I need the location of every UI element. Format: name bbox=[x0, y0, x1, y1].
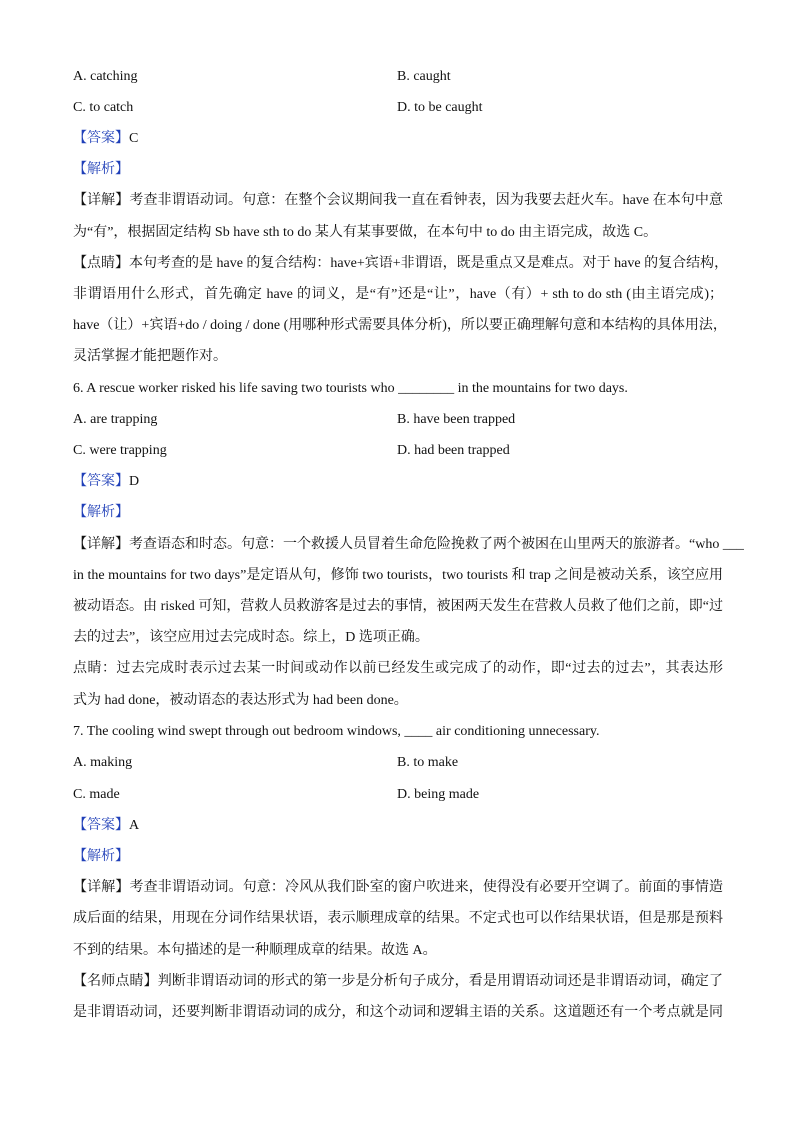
q5-option-c: C. to catch bbox=[73, 100, 134, 115]
q6-answer-label: 【答案】 bbox=[73, 474, 129, 489]
q5-tip-line-1: 【点睛】本句考查的是 have 的复合结构：have+宾语+非谓语，既是重点又是难点。对于 have 的复合结构， bbox=[73, 256, 729, 271]
q5-detail-line-1: 【详解】考查非谓语动词。句意：在整个会议期间我一直在看钟表，因为我要去赶火车。have 在本句中意 bbox=[73, 193, 723, 208]
q6-answer bbox=[73, 474, 723, 490]
q7-option-b: B. to make bbox=[397, 755, 459, 770]
q7-detail-line-2: 成后面的结果，用现在分词作结果状语，表示顺理成章的结果。不定式也可以作结果状语，但是那是预料 bbox=[73, 911, 723, 926]
q5-option-b: B. caught bbox=[397, 69, 451, 84]
q5-tip-line-4: 灵活掌握才能把题作对。 bbox=[73, 349, 227, 364]
q7-detail-line-3: 不到的结果。本句描述的是一种顺理成章的结果。故选 A。 bbox=[73, 943, 437, 958]
q7-answer bbox=[73, 818, 723, 834]
q7-analysis-label bbox=[73, 849, 723, 865]
q7-answer-label: 【答案】 bbox=[73, 818, 129, 833]
q5-answer-value: C bbox=[129, 131, 139, 146]
q6-option-a: A. are trapping bbox=[73, 412, 158, 427]
q7-answer-value: A bbox=[129, 818, 140, 833]
q5-tip-line-2: 非谓语用什么形式，首先确定 have 的词义，是“有”还是“让”，have（有）+ sth to do sth (由主语完成)； bbox=[73, 287, 723, 302]
q7-detail-line-1: 【详解】考查非谓语动词。句意：冷风从我们卧室的窗户吹进来，使得没有必要开空调了。前面的事情造 bbox=[73, 880, 723, 895]
q6-analysis-label bbox=[73, 505, 723, 521]
q5-analysis-text: 【解析】 bbox=[73, 162, 129, 177]
q7-option-d: D. being made bbox=[397, 787, 480, 802]
q6-detail-line-2: in the mountains for two days”是定语从句，修饰 two tourists，two tourists 和 trap 之间是被动关系，该空应用 bbox=[73, 568, 723, 583]
q5-analysis-label bbox=[73, 162, 723, 178]
q6-analysis-text: 【解析】 bbox=[73, 505, 129, 520]
q7-tip-line-2: 是非谓语动词，还要判断非谓语动词的成分，和这个动词和逻辑主语的关系。这道题还有一个考点就是同 bbox=[73, 1005, 723, 1020]
q7-option-a: A. making bbox=[73, 755, 133, 770]
q5-detail-line-2: 为“有”，根据固定结构 Sb have sth to do 某人有某事要做，在本句中 to do 由主语完成，故选 C。 bbox=[73, 225, 658, 240]
q5-option-a: A. catching bbox=[73, 69, 138, 84]
q7-option-c: C. made bbox=[73, 787, 120, 802]
q6-tip-line-2: 式为 had done，被动语态的表达形式为 had been done。 bbox=[73, 693, 408, 708]
q6-option-c: C. were trapping bbox=[73, 443, 167, 458]
q7-tip-line-1: 【名师点睛】判断非谓语动词的形式的第一步是分析句子成分，看是用谓语动词还是非谓语动词，确定了 bbox=[73, 974, 723, 989]
q6-option-b: B. have been trapped bbox=[397, 412, 516, 427]
q5-answer-label: 【答案】 bbox=[73, 131, 129, 146]
q5-option-d: D. to be caught bbox=[397, 100, 483, 115]
q6-option-d: D. had been trapped bbox=[397, 443, 510, 458]
q7-stem: 7. The cooling wind swept through out bedroom windows, ____ air conditioning unnecessary. bbox=[73, 724, 600, 739]
q6-detail-line-3: 被动语态。由 risked 可知，营救人员救游客是过去的事情，被困两天发生在营救人员救了他们之前，即“过 bbox=[73, 599, 723, 614]
q7-analysis-text: 【解析】 bbox=[73, 849, 129, 864]
q6-detail-line-4: 去的过去”，该空应用过去完成时态。综上，D 选项正确。 bbox=[73, 630, 429, 645]
q6-tip-line-1: 点睛：过去完成时表示过去某一时间或动作以前已经发生或完成了的动作，即“过去的过去”，其表达形 bbox=[73, 661, 723, 676]
q6-stem: 6. A rescue worker risked his life saving two tourists who ________ in the mountains for two days. bbox=[73, 381, 628, 396]
q5-answer bbox=[73, 131, 723, 147]
q6-answer-value: D bbox=[129, 474, 140, 489]
q5-tip-line-3: have（让）+宾语+do / doing / done (用哪种形式需要具体分析)，所以要正确理解句意和本结构的具体用法， bbox=[73, 318, 727, 333]
q6-detail-line-1: 【详解】考查语态和时态。句意：一个救援人员冒着生命危险挽救了两个被困在山里两天的旅游者。“who ___ bbox=[73, 537, 744, 552]
